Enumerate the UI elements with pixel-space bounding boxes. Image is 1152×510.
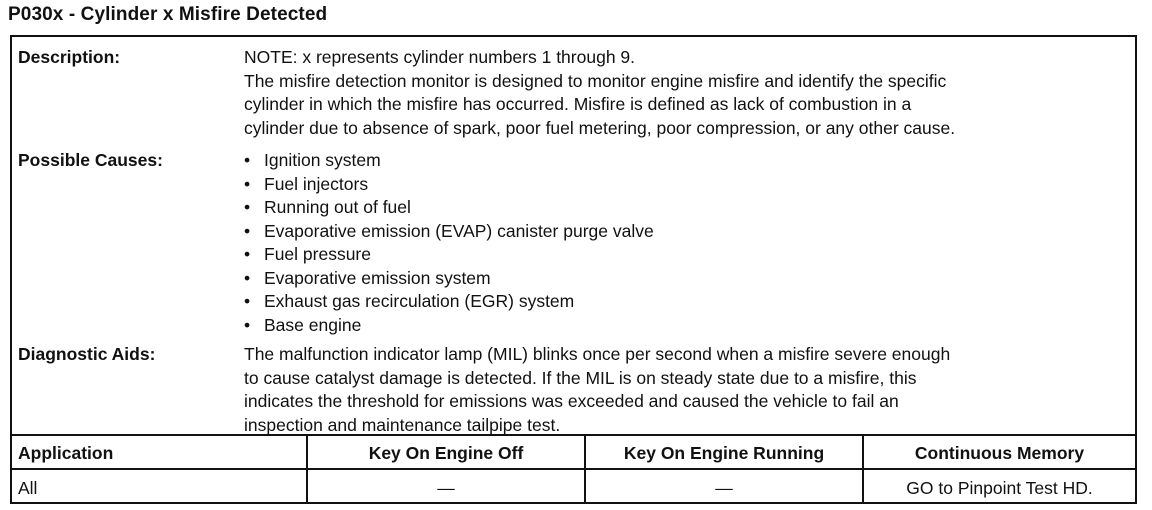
- description-line: The misfire detection monitor is designed to monitor engine misfire and identify the specific: [244, 70, 947, 91]
- bullet-icon: •: [244, 314, 251, 335]
- list-item: [244, 196, 654, 220]
- cause-text: Exhaust gas recirculation (EGR) system: [264, 291, 575, 311]
- diagnostic-aids-line: inspection and maintenance tailpipe test.: [244, 414, 561, 435]
- cause-text: Fuel injectors: [264, 173, 369, 194]
- table-cell-key-on-engine-running: —: [715, 478, 733, 498]
- bullet-icon: •: [244, 197, 251, 217]
- description-line: NOTE: x represents cylinder numbers 1 through 9.: [244, 47, 636, 67]
- cause-text: Base engine: [264, 314, 362, 335]
- cause-text: Ignition system: [264, 150, 381, 170]
- description-text: [244, 46, 955, 140]
- list-item: [244, 220, 654, 244]
- diagnostic-aids-line: to cause catalyst damage is detected. If the MIL is on steady state due to a misfire, this: [244, 367, 917, 388]
- diagnostic-aids-line: The malfunction indicator lamp (MIL) blinks once per second when a misfire severe enough: [244, 344, 951, 364]
- description-line: cylinder in which the misfire has occurred. Misfire is defined as lack of combustion in a: [244, 94, 912, 114]
- cause-text: Fuel pressure: [264, 244, 371, 264]
- column-header-key-on-engine-running: Key On Engine Running: [623, 443, 825, 463]
- list-item: [244, 267, 654, 291]
- bullet-icon: •: [244, 291, 251, 311]
- cause-text: Running out of fuel: [264, 197, 411, 217]
- table-divider: [12, 468, 1135, 470]
- table-cell-application: All: [18, 478, 38, 498]
- bullet-icon: •: [244, 220, 251, 241]
- column-header-key-on-engine-off: Key On Engine Off: [368, 443, 524, 463]
- description-line: cylinder due to absence of spark, poor fuel metering, poor compression, or any other cause.: [244, 117, 956, 138]
- list-item: [244, 149, 654, 173]
- application-table: [12, 434, 1135, 504]
- bullet-icon: •: [244, 173, 251, 194]
- cause-text: Evaporative emission system: [264, 267, 491, 288]
- list-item: [244, 243, 654, 267]
- description-label: Description:: [18, 47, 121, 67]
- table-cell-continuous-memory: GO to Pinpoint Test HD.: [906, 478, 1093, 498]
- cause-text: Evaporative emission (EVAP) canister purge valve: [264, 220, 654, 241]
- list-item: [244, 290, 654, 314]
- bullet-icon: •: [244, 244, 251, 264]
- bullet-icon: •: [244, 267, 251, 288]
- page-title: P030x - Cylinder x Misfire Detected: [8, 4, 328, 25]
- table-cell-key-on-engine-off: —: [437, 478, 455, 498]
- dtc-info-box: [10, 35, 1137, 504]
- possible-causes-list: [244, 149, 654, 337]
- column-header-continuous-memory: Continuous Memory: [914, 443, 1085, 463]
- list-item: [244, 314, 654, 338]
- diagnostic-aids-label: Diagnostic Aids:: [18, 344, 156, 364]
- possible-causes-label: Possible Causes:: [18, 150, 163, 170]
- list-item: [244, 173, 654, 197]
- column-header-application: Application: [18, 443, 114, 463]
- diagnostic-aids-text: [244, 343, 950, 437]
- bullet-icon: •: [244, 150, 251, 170]
- diagnostic-aids-line: indicates the threshold for emissions was exceeded and caused the vehicle to fail an: [244, 391, 899, 411]
